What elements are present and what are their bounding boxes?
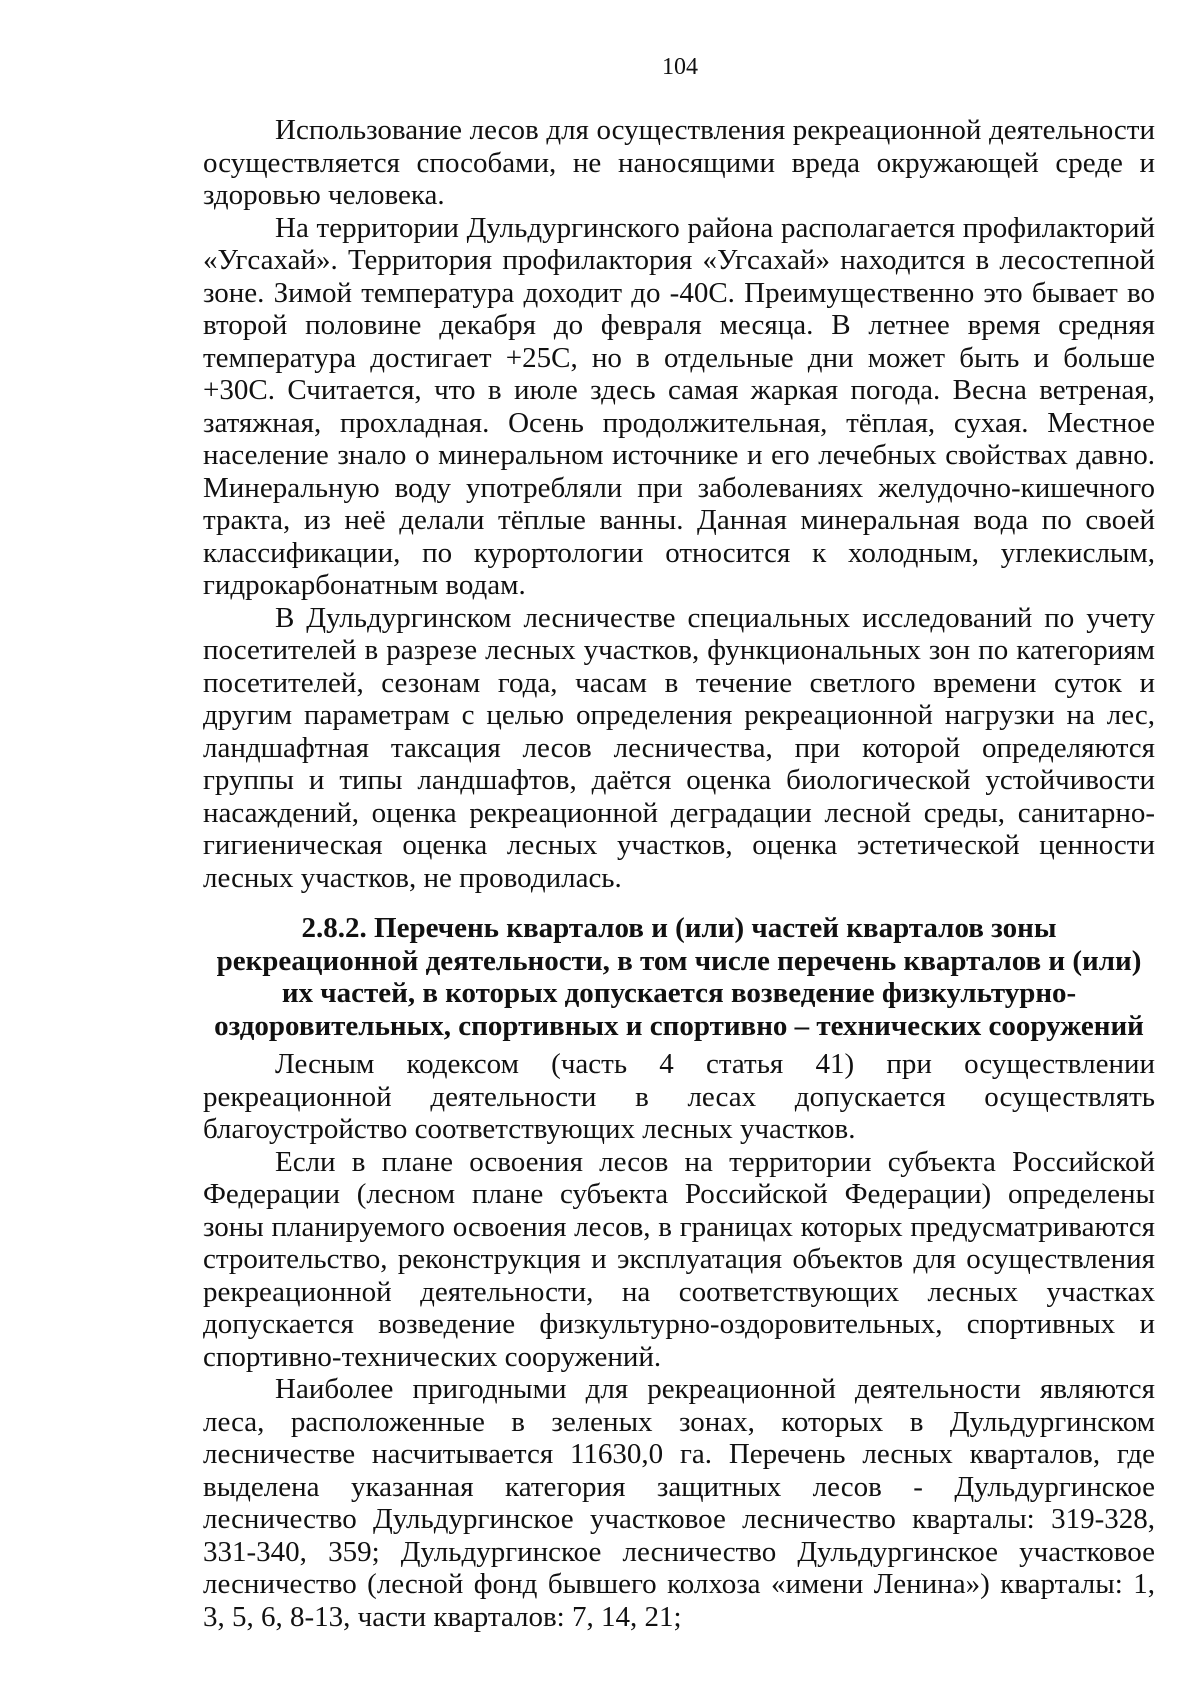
page-number: 104 <box>662 54 698 80</box>
paragraph-green-zones-quarters: Наиболее пригодными для рекреационной деятельности являются леса, расположенные в зеленых зонах, которых в Дульдургинском лесничестве насчитывается 11630,0 га. Перечень лесных кварталов, где выделена указанная категория защитных лесов - Дульдургинское лесничество Дульдургинское участковое лесничество кварталы: 319-328, 331-340, 359; Дульдургинское лесничество Дульдургинское участковое лесничество (лесной фонд бывшего колхоза «имени Ленина») кварталы: 1, 3, 5, 6, 8-13, части кварталов: 7, 14, 21; <box>203 1373 1155 1633</box>
paragraph-forest-plan-zones: Если в плане освоения лесов на территории субъекта Российской Федерации (лесном плане субъекта Российской Федерации) определены зоны планируемого освоения лесов, в границах которых предусматриваются строительство, реконструкция и эксплуатация объектов для осуществления рекреационной деятельности, на соответствующих лесных участках допускается возведение физкультурно-оздоровительных, спортивных и спортивно-технических сооружений. <box>203 1145 1155 1373</box>
paragraph-forest-code: Лесным кодексом (часть 4 статья 41) при осуществлении рекреационной деятельности в лесах допускается осуществлять благоустройство соответствующих лесных участков. <box>203 1048 1155 1145</box>
section-heading-2-8-2: 2.8.2. Перечень кварталов и (или) частей кварталов зоны рекреационной деятельности, в том числе перечень кварталов и (или) их частей, в которых допускается возведение физкультурно-оздоровительных, спортивных и спортивно – технических сооружений <box>214 912 1144 1042</box>
paragraph-ugsakhai-sanatorium: На территории Дульдургинского района располагается профилакторий «Угсахай». Территория профилактория «Угсахай» находится в лесостепной зоне. Зимой температура доходит до -40С. Преимущественно это бывает во второй половине декабря до февраля месяца. В летнее время средняя температура достигает +25С, но в отдельные дни может быть и больше +30С. Считается, что в июле здесь самая жаркая погода. Весна ветреная, затяжная, прохладная. Осень продолжительная, тёплая, сухая. Местное население знало о минеральном источнике и его лечебных свойствах давно. Минеральную воду употребляли при заболеваниях желудочно-кишечного тракта, из неё делали тёплые ванны. Данная минеральная вода по своей классификации, по курортологии относится к холодным, углекислым, гидрокарбонатным водам. <box>203 211 1155 601</box>
document-body <box>203 114 1155 1633</box>
paragraph-no-special-research: В Дульдургинском лесничестве специальных исследований по учету посетителей в разрезе лесных участков, функциональных зон по категориям посетителей, сезонам года, часам в течение светлого времени суток и другим параметрам с целью определения рекреационной нагрузки на лес, ландшафтная таксация лесов лесничества, при которой определяются группы и типы ландшафтов, даётся оценка биологической устойчивости насаждений, оценка рекреационной деградации лесной среды, санитарно- гигиеническая оценка лесных участков, оценка эстетической ценности лесных участков, не проводилась. <box>203 601 1155 894</box>
paragraph-forest-use-methods: Использование лесов для осуществления рекреационной деятельности осуществляется способами, не наносящими вреда окружающей среде и здоровью человека. <box>203 114 1155 211</box>
